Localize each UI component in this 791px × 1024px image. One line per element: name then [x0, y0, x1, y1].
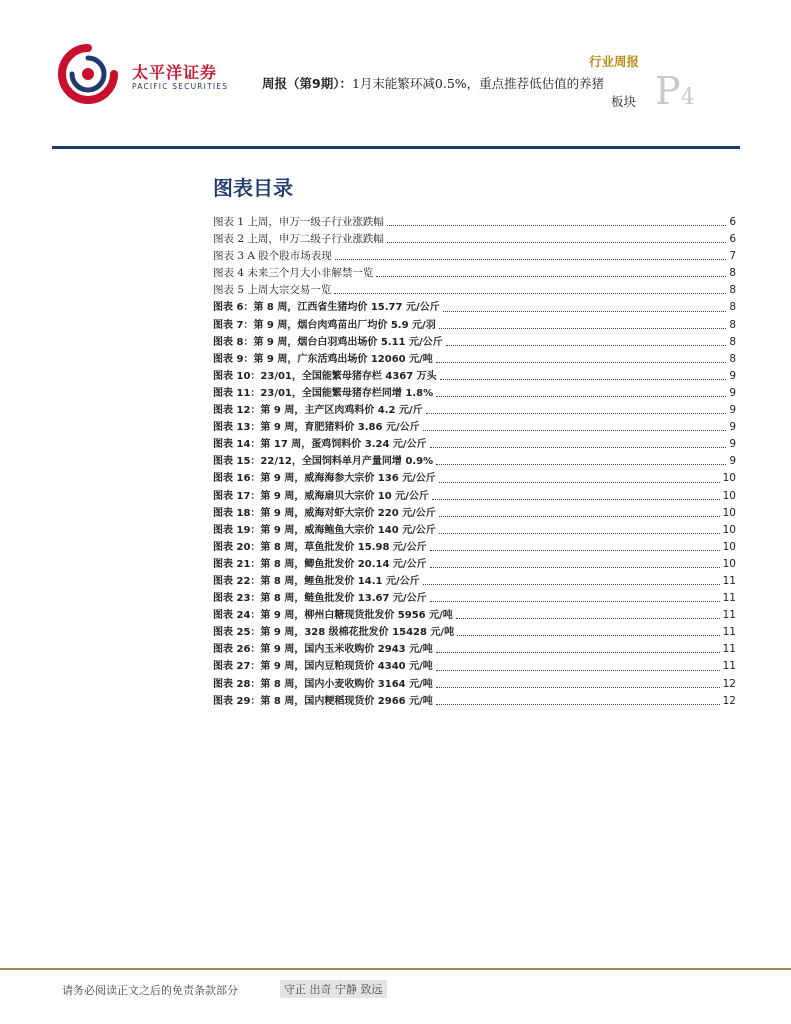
- page-number-prefix: P: [655, 69, 681, 113]
- toc-entry[interactable]: [213, 539, 736, 556]
- toc-entry-page: 12: [722, 677, 736, 690]
- toc-entry-page: 8: [729, 301, 736, 314]
- toc-entry-page: 11: [722, 643, 736, 656]
- toc-entry-label: 图表 5 上周大宗交易一览: [213, 284, 332, 297]
- toc-entry[interactable]: [213, 641, 736, 658]
- toc-entry-label: 图表 10：23/01，全国能繁母猪存栏 4367 万头: [213, 370, 437, 382]
- report-title-main: 1月末能繁环减0.5%，重点推荐低估值的养猪: [351, 76, 605, 91]
- toc-entry[interactable]: [213, 299, 736, 316]
- pacific-securities-logo-icon: [52, 44, 124, 104]
- toc-entry-label: 图表 8：第 9 周，烟台白羽鸡出场价 5.11 元/公斤: [213, 336, 443, 348]
- toc-entry-page: 9: [729, 404, 736, 417]
- page-number: [655, 69, 695, 113]
- toc-entry-label: 图表 19：第 9 周，威海鲍鱼大宗价 140 元/公斤: [213, 524, 436, 536]
- toc-entry-page: 11: [722, 609, 736, 622]
- toc-leader-dots: [426, 412, 727, 414]
- toc-entry-label: 图表 4 未来三个月大小非解禁一览: [213, 267, 374, 280]
- toc-entry-label: 图表 11：23/01，全国能繁母猪存栏同增 1.8%: [213, 387, 434, 399]
- toc-leader-dots: [423, 429, 727, 431]
- toc-entry[interactable]: [213, 351, 736, 368]
- toc-entry-label: 图表 1 上周，申万一级子行业涨跌幅: [213, 216, 384, 228]
- toc-leader-dots: [334, 292, 726, 294]
- logo-name-cn: 太平洋证券: [132, 63, 218, 82]
- toc-entry[interactable]: [213, 402, 736, 419]
- toc-entry[interactable]: [213, 658, 736, 675]
- toc-leader-dots: [440, 378, 727, 380]
- toc-entry[interactable]: [213, 317, 736, 334]
- footer-disclaimer: 请务必阅读正文之后的免责条款部分: [62, 984, 238, 997]
- toc-entry[interactable]: [213, 385, 736, 402]
- toc-entry[interactable]: [213, 282, 736, 299]
- toc-heading: 图表目录: [213, 176, 293, 200]
- report-title-prefix: 周报（第9期）：: [262, 76, 352, 91]
- company-logo: [52, 44, 229, 104]
- toc-entry-label: 图表 25：第 9 周，328 级棉花批发价 15428 元/吨: [213, 627, 455, 639]
- toc-leader-dots: [432, 498, 720, 500]
- toc-entry-label: 图表 21：第 8 周，鲫鱼批发价 20.14 元/公斤: [213, 558, 427, 570]
- footer-motto: 守正 出奇 宁静 致远: [280, 980, 387, 998]
- toc-leader-dots: [436, 361, 727, 363]
- report-title: [262, 74, 604, 92]
- toc-leader-dots: [436, 463, 726, 465]
- toc-leader-dots: [436, 669, 720, 671]
- toc-leader-dots: [376, 275, 726, 277]
- toc-entry[interactable]: [213, 248, 736, 265]
- toc-entry-label: 图表 13：第 9 周，育肥猪料价 3.86 元/公斤: [213, 422, 420, 434]
- toc-leader-dots: [430, 446, 727, 448]
- toc-entry-label: 图表 23：第 8 周，鲢鱼批发价 13.67 元/公斤: [213, 593, 427, 605]
- toc-entry[interactable]: [213, 505, 736, 522]
- footer-divider: [0, 968, 791, 970]
- toc-entry-page: 10: [722, 540, 736, 553]
- toc-entry[interactable]: [213, 522, 736, 539]
- header-divider: [52, 146, 740, 149]
- toc-entry-page: 11: [722, 626, 736, 639]
- toc-leader-dots: [446, 344, 727, 346]
- page-number-value: 4: [680, 85, 695, 110]
- toc-leader-dots: [439, 515, 720, 517]
- toc-leader-dots: [457, 634, 720, 636]
- toc-entry-page: 8: [729, 267, 736, 280]
- toc-leader-dots: [387, 241, 726, 243]
- toc-leader-dots: [335, 258, 727, 260]
- toc-leader-dots: [387, 224, 726, 226]
- toc-entry[interactable]: [213, 488, 736, 505]
- logo-name-en: PACIFIC SECURITIES: [132, 82, 229, 91]
- toc-leader-dots: [436, 686, 720, 688]
- toc-entry-label: 图表 29：第 8 周，国内粳稻现货价 2966 元/吨: [213, 695, 433, 707]
- toc-entry-page: 8: [729, 284, 736, 297]
- toc-entry-page: 9: [729, 438, 736, 451]
- toc-entry-page: 11: [722, 660, 736, 673]
- toc-entry-page: 10: [722, 489, 736, 502]
- toc-leader-dots: [443, 310, 727, 312]
- toc-entry-label: 图表 6：第 8 周，江西省生猪均价 15.77 元/公斤: [213, 302, 440, 314]
- toc-entry-page: 9: [729, 455, 736, 468]
- toc-entry-label: 图表 18：第 9 周，威海对虾大宗价 220 元/公斤: [213, 507, 436, 519]
- report-title-continued: 板块: [611, 94, 637, 109]
- toc-entry-page: 11: [722, 592, 736, 605]
- toc-leader-dots: [456, 617, 720, 619]
- toc-leader-dots: [436, 395, 726, 397]
- toc-entry[interactable]: [213, 436, 736, 453]
- toc-entry-label: 图表 7：第 9 周，烟台肉鸡苗出厂均价 5.9 元/羽: [213, 319, 436, 331]
- toc-entry[interactable]: [213, 214, 736, 231]
- toc-entry-page: 10: [722, 472, 736, 485]
- toc-entry-label: 图表 2 上周，申万二级子行业涨跌幅: [213, 233, 384, 246]
- toc-leader-dots: [436, 651, 720, 653]
- toc-entry[interactable]: [213, 556, 736, 573]
- toc-entry[interactable]: [213, 590, 736, 607]
- toc-entry-page: 8: [729, 335, 736, 348]
- toc-entry[interactable]: [213, 453, 736, 470]
- toc-entry[interactable]: [213, 470, 736, 487]
- toc-entry-label: 图表 12：第 9 周，主产区肉鸡料价 4.2 元/斤: [213, 405, 423, 417]
- toc-entry-label: 图表 20：第 8 周，草鱼批发价 15.98 元/公斤: [213, 541, 427, 553]
- toc-entry-page: 8: [729, 352, 736, 365]
- toc-entry[interactable]: [213, 265, 736, 282]
- toc-entry-page: 11: [722, 574, 736, 587]
- toc-leader-dots: [430, 549, 720, 551]
- report-type: 行业周报: [588, 54, 639, 69]
- toc-leader-dots: [430, 600, 720, 602]
- toc-entry[interactable]: [213, 573, 736, 590]
- toc-leader-dots: [439, 532, 720, 534]
- toc-entry-page: 8: [729, 318, 736, 331]
- toc-entry-page: 7: [729, 250, 736, 263]
- toc-entry-label: 图表 16：第 9 周，威海海参大宗价 136 元/公斤: [213, 473, 436, 485]
- toc-entry[interactable]: [213, 693, 736, 710]
- toc-entry-page: 6: [729, 216, 736, 228]
- toc-entry-label: 图表 9：第 9 周，广东活鸡出场价 12060 元/吨: [213, 353, 433, 365]
- toc-leader-dots: [439, 327, 727, 329]
- toc-entry[interactable]: [213, 607, 736, 624]
- toc-entry-page: 10: [722, 557, 736, 570]
- toc-entry-label: 图表 24：第 9 周，柳州白糖现货批发价 5956 元/吨: [213, 610, 453, 622]
- toc-entry-page: 12: [722, 694, 736, 707]
- toc-entry[interactable]: [213, 231, 736, 248]
- toc-leader-dots: [436, 703, 720, 705]
- toc-list: [213, 214, 736, 710]
- toc-entry[interactable]: [213, 334, 736, 351]
- toc-entry-page: 9: [729, 421, 736, 434]
- toc-entry-page: 9: [729, 386, 736, 399]
- toc-entry-page: 10: [722, 506, 736, 519]
- toc-entry-page: 9: [729, 369, 736, 382]
- toc-entry-label: 图表 27：第 9 周，国内豆粕现货价 4340 元/吨: [213, 661, 433, 673]
- toc-entry[interactable]: [213, 368, 736, 385]
- toc-entry-label: 图表 17：第 9 周，威海扇贝大宗价 10 元/公斤: [213, 490, 429, 502]
- toc-entry-label: 图表 15：22/12，全国饲料单月产量同增 0.9%: [213, 456, 434, 468]
- toc-entry-page: 10: [722, 523, 736, 536]
- toc-leader-dots: [439, 481, 720, 483]
- toc-entry-label: 图表 22：第 8 周，鲤鱼批发价 14.1 元/公斤: [213, 575, 420, 587]
- toc-entry-label: 图表 26：第 9 周，国内玉米收购价 2943 元/吨: [213, 644, 433, 656]
- toc-leader-dots: [430, 566, 720, 568]
- toc-entry-label: 图表 14：第 17 周，蛋鸡饲料价 3.24 元/公斤: [213, 439, 427, 451]
- toc-entry-label: 图表 28：第 8 周，国内小麦收购价 3164 元/吨: [213, 678, 433, 690]
- toc-entry-page: 6: [729, 233, 736, 246]
- toc-entry[interactable]: [213, 419, 736, 436]
- toc-entry[interactable]: [213, 624, 736, 641]
- toc-entry-label: 图表 3 A 股个股市场表现: [213, 250, 332, 263]
- toc-entry[interactable]: [213, 676, 736, 693]
- toc-leader-dots: [423, 583, 720, 585]
